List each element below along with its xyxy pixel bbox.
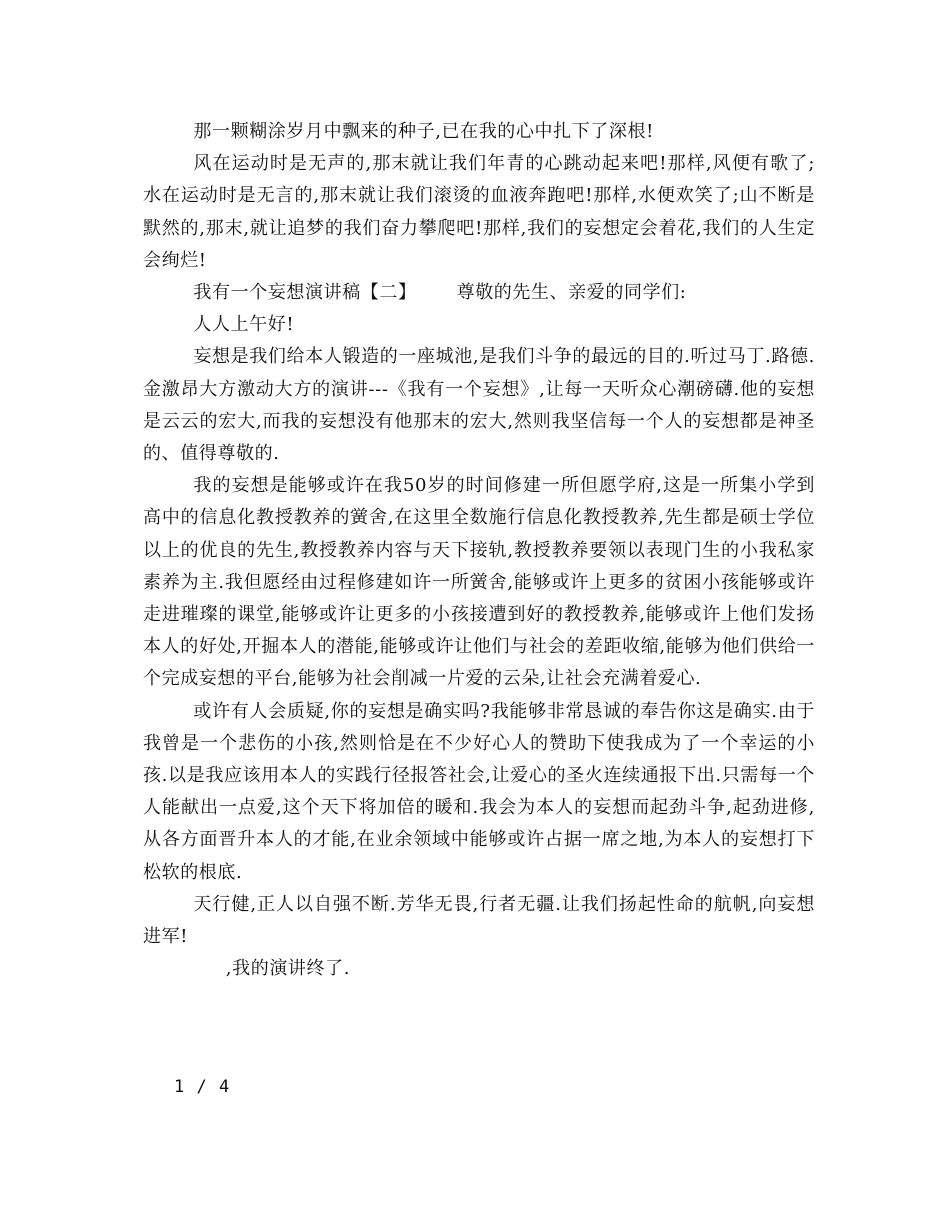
- paragraph-wind-water-mountain: 风在运动时是无声的,那末就让我们年青的心跳动起来吧!那样,风便有歌了;水在运动时是无言的,那末就让我们滚烫的血液奔跑吧!那样,水便欢笑了;山不断是默然的,那末,就让追梦的我们奋力攀爬吧!那样,我们的妄想定会着花,我们的人生定会绚烂!: [143, 153, 815, 271]
- paragraph-march-to-dream: 天行健,正人以自强不断.芳华无畏,行者无疆.让我们扬起性命的航帆,向妄想进军!: [143, 893, 815, 948]
- speech-closing: ,我的演讲终了.: [225, 958, 351, 980]
- paragraph-dream-school: 我的妄想是能够或许在我50岁的时间修建一所但愿学府,这是一所集小学到高中的信息化教授教养的黉舍,在这里全数施行信息化教授教养,先生都是硕士学位以上的优良的先生,教授教养内容与天下接轨,教授教养要领以表现门生的小我私家素养为主.我但愿经由过程修建如许一所黉舍,能够或许上更多的贫困小孩能够或许走进璀璨的课堂,能够或许让更多的小孩接遭到好的教授教养,能够或许上他们发扬本人的好处,开掘本人的潜能,能够或许让他们与社会的差距收缩,能够为他们供给一个完成妄想的平台,能够为社会削减一片爱的云朵,让社会充满着爱心.: [143, 475, 815, 690]
- page-number: 1 / 4: [174, 1077, 231, 1097]
- paragraph-dream-castle: 妄想是我们给本人锻造的一座城池,是我们斗争的最远的目的.听过马丁.路德.金激昂大方激动大方的演讲---《我有一个妄想》,让每一天听众心潮磅礴.他的妄想是云云的宏大,而我的妄想没有他那末的宏大,然则我坚信每一个人的妄想都是神圣的、值得尊敬的.: [143, 346, 815, 465]
- speech-heading-line: [143, 277, 815, 309]
- paragraph-intro-seed: 那一颗糊涂岁月中飘来的种子,已在我的心中扎下了深根!: [193, 121, 654, 142]
- paragraph-dream-real: 或许有人会质疑,你的妄想是确实吗?我能够非常恳诚的奉告你这是确实.由于我曾是一个悲伤的小孩,然则恰是在不少好心人的赞助下使我成为了一个幸运的小孩.以是我应该用本人的实践行径报答社会,让爱心的圣火连续通报下出.只需每一个人能献出一点爱,这个天下将加倍的暖和.我会为本人的妄想而起劲斗争,起劲进修,从各方面晋升本人的才能,在业余领域中能够或许占据一席之地,为本人的妄想打下松软的根底.: [143, 700, 815, 883]
- speech-greeting: 人人上午好!: [193, 314, 295, 336]
- speech-salutation: 尊敬的先生、亲爱的同学们:: [456, 282, 687, 304]
- document-body: [143, 116, 815, 985]
- speech-title: 我有一个妄想演讲稿【二】: [193, 282, 417, 304]
